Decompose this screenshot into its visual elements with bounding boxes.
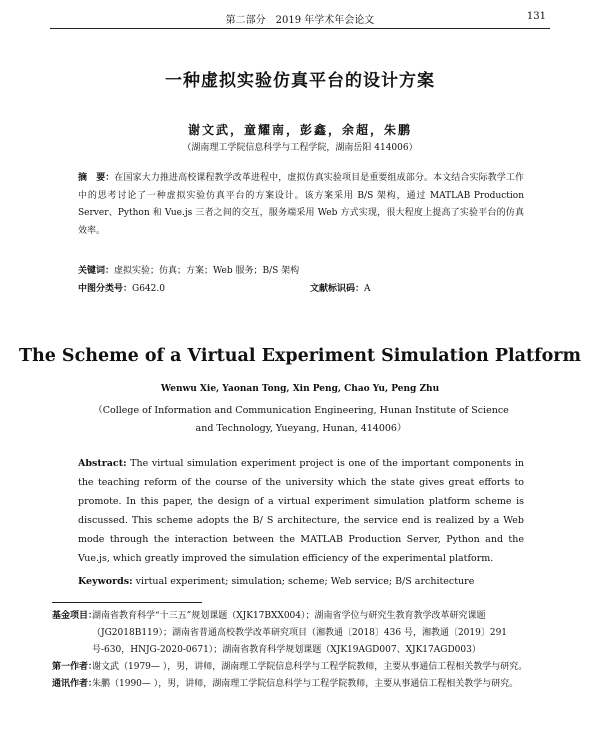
chinese-title: 一种虚拟实验仿真平台的设计方案 — [165, 71, 435, 91]
first-author-label: 第一作者： — [52, 662, 98, 672]
english-affiliation: （College of Information and Communication Engineering, Hunan Institute of Science and Technology, Yueyang, Hunan, 414006） — [93, 405, 509, 434]
chinese-abstract — [78, 170, 524, 240]
doc-code-value: A — [364, 284, 371, 294]
english-keywords-label: Keywords: — [78, 576, 133, 587]
fund-text: 湖南省教育科学“十三五”规划课题（XJK17BXX004）；湖南省学位与研究生教育教学改革研究课题（JG2018B119）；湖南省普通高校教学改革研究项目（湘教通〔2018〕436 号，湘教通〔2019〕291 号-630，HNJG-2020-0671）；湖南省教育科学规划课题（XJK19AGD007、XJK17AGD003） — [92, 611, 508, 655]
chinese-affiliation: （湖南理工学院信息科学与工程学院，湖南岳阳 414006） — [182, 143, 418, 153]
doc-code-label: 文献标识码： — [310, 284, 365, 294]
chinese-abstract-text: 在国家大力推进高校课程教学改革进程中，虚拟仿真实验项目是重要组成部分。本文结合实际教学工作中的思考讨论了一种虚拟实验仿真平台的方案设计。该方案采用 B/S 架构，通过 MATLAB Production Server、Python 和 Vue.js 三者之间的交互，服务端采用 Web 方式实现，很大程度上提高了实验平台的仿真效率。 — [78, 173, 524, 236]
document-code — [310, 281, 371, 294]
first-author-text: 谢文武（1979— ），男，讲师，湖南理工学院信息科学与工程学院教师，主要从事通信工程相关教学与研究。 — [92, 662, 528, 672]
footnote-first-author — [52, 659, 546, 676]
chinese-keywords-label: 关键词： — [78, 266, 115, 276]
english-abstract — [78, 454, 524, 568]
corresponding-text: 朱鹏（1990— ），男，讲师，湖南理工学院信息科学与工程学院教师，主要从事通信工程相关教学与研究。 — [92, 679, 519, 689]
footnote-fund — [52, 608, 546, 659]
chinese-keywords — [78, 263, 524, 276]
english-abstract-label: Abstract: — [78, 458, 127, 469]
footnote-divider — [52, 602, 202, 603]
header-text: 第二部分 2019 年学术年会论文 — [225, 15, 375, 26]
fund-label: 基金项目： — [52, 611, 98, 621]
chinese-authors: 谢文武，童耀南，彭鑫，余超，朱鹏 — [187, 123, 412, 137]
classification-line — [78, 281, 524, 294]
english-abstract-text: The virtual simulation experiment project is one of the important components in the teaching reform of the course of the university which the state gives great efforts to promote. In this paper, the design of a virtual experiment simulation platform scheme is discussed. This scheme adopts the B/ S architecture, the service end is realized by a Web mode through the interaction between the MATLAB Production Server, Python and the Vue.js, which greatly improved the simulation efficiency of the experimental platform. — [78, 458, 524, 564]
running-header — [50, 8, 550, 29]
english-title: The Scheme of a Virtual Experiment Simulation Platform — [18, 346, 582, 366]
chinese-abstract-label: 摘 要： — [78, 173, 115, 183]
clc-value: G642.0 — [132, 284, 165, 294]
page-number: 131 — [526, 11, 546, 22]
footnotes — [52, 608, 546, 693]
english-authors: Wenwu Xie, Yaonan Tong, Xin Peng, Chao Yu, Peng Zhu — [160, 384, 440, 394]
corresponding-label: 通讯作者： — [52, 679, 98, 689]
english-keywords — [78, 576, 524, 587]
clc-label: 中图分类号： — [78, 284, 133, 294]
english-keywords-text: virtual experiment; simulation; scheme; Web service; B/S architecture — [135, 576, 475, 587]
chinese-keywords-text: 虚拟实验；仿真；方案；Web 服务；B/S 架构 — [114, 266, 300, 276]
footnote-corresponding — [52, 676, 546, 693]
